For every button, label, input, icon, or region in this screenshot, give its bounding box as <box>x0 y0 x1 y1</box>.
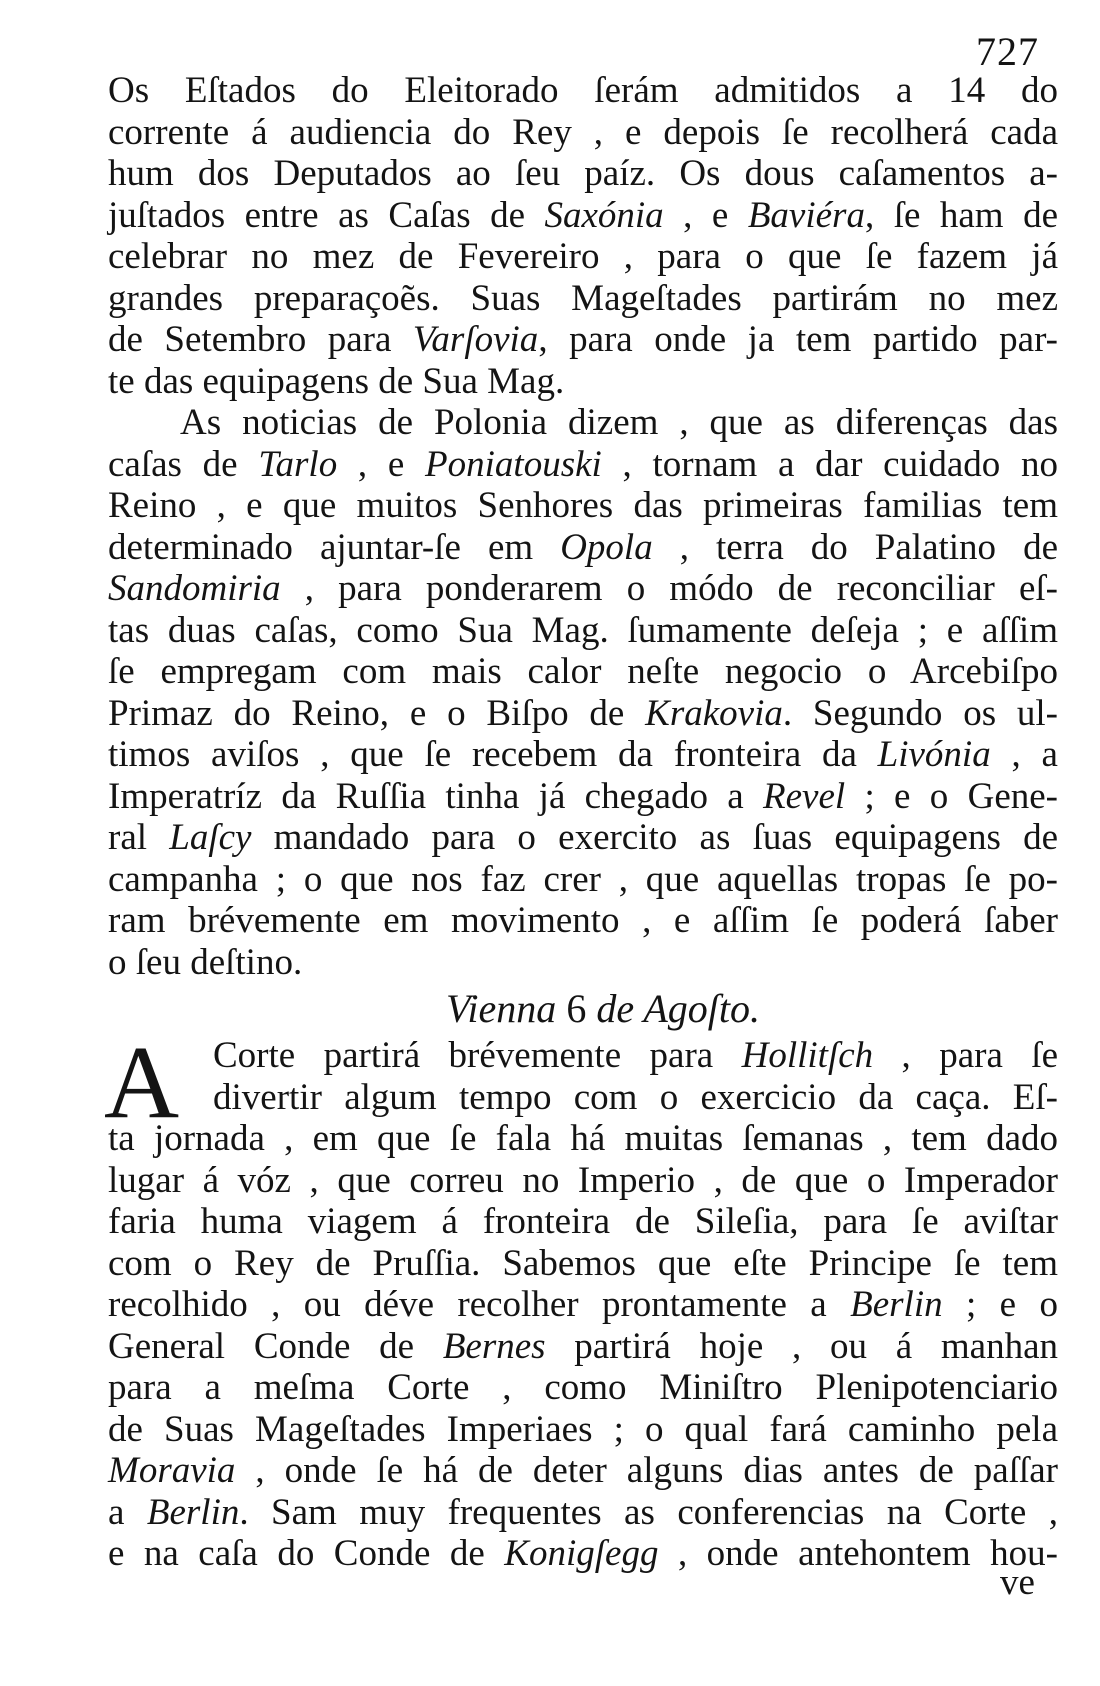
text-line: tas duas caſas, como Sua Mag. ſumamente deſeja ; e aſſim <box>108 609 1058 651</box>
text-line: faria huma viagem á fronteira de Sileſia, para ſe aviſtar <box>108 1201 1058 1242</box>
text-line: e na caſa do Conde de Konigſegg , onde antehontem hou- <box>108 1533 1058 1574</box>
paragraph-electorate <box>108 70 1058 402</box>
text-line: divertir algum tempo com o exercicio da caça. Eſ- <box>213 1076 1058 1118</box>
text-line: a Berlin. Sam muy frequentes as conferencias na Corte , <box>108 1491 1058 1533</box>
text-line: com o Rey de Pruſſia. Sabemos que eſte Principe ſe tem <box>108 1242 1058 1284</box>
italic-name: Sandomiria <box>108 568 281 609</box>
italic-name: Baviéra <box>747 194 865 236</box>
italic-name: Konigſegg <box>504 1533 659 1574</box>
text-line: ta jornada , em que ſe fala há muitas ſemanas , tem dado <box>108 1118 1058 1159</box>
italic-name: Laſcy <box>169 817 252 858</box>
catchword: ve <box>1000 1562 1035 1603</box>
text-line: Primaz do Reino, e o Biſpo de Krakovia. Segundo os ul- <box>108 692 1058 734</box>
italic-name: Livónia <box>877 734 991 775</box>
text-line: juſtados entre as Caſas de Saxónia , e Baviéra, ſe ham de <box>108 194 1058 236</box>
italic-name: Saxónia <box>544 194 664 236</box>
italic-name: Varſovia <box>412 319 539 360</box>
text-line: determinado ajuntar-ſe em Opola , terra do Palatino de <box>108 526 1059 568</box>
text-line: hum dos Deputados ao ſeu paíz. Os dous caſamentos a- <box>108 153 1058 194</box>
text-line: caſas de Tarlo , e Poniatouski , tornam a dar cuidado no <box>108 443 1058 485</box>
paragraph-poland-news <box>108 402 1058 983</box>
text-line: Moravia , onde ſe há de deter alguns dias antes de paſſar <box>108 1450 1058 1491</box>
text-line: ram brévemente em movimento , e aſſim ſe poderá ſaber <box>108 900 1058 941</box>
dateline-vienna <box>108 983 1058 1035</box>
text-line: celebrar no mez de Fevereiro , para o que ſe fazem já <box>108 236 1058 277</box>
text-line: de Setembro para Varſovia, para onde ja tem partido par- <box>108 319 1058 360</box>
text-line: timos aviſos , que ſe recebem da fronteira da Livónia , a <box>108 734 1058 775</box>
italic-name: Hollitſch <box>741 1035 874 1076</box>
text-line: Sandomiria , para ponderarem o módo de reconciliar eſ- <box>108 568 1058 609</box>
text-line: Os Eſtados do Eleitorado ſerám admitidos a 14 do <box>108 70 1058 111</box>
text-line: recolhido , ou déve recolher prontamente a Berlin ; e o <box>108 1284 1058 1325</box>
italic-name: Poniatouski <box>425 443 602 485</box>
text-line: Reino , e que muitos Senhores das primeiras familias tem <box>108 485 1058 526</box>
dateline-day: 6 <box>566 986 587 1031</box>
italic-name: Krakovia <box>645 692 783 734</box>
italic-name: Revel <box>763 775 846 817</box>
page-number: 727 <box>976 29 1039 74</box>
text-line: campanha ; o que nos faz crer , que aquellas tropas ſe po- <box>108 858 1058 900</box>
text-column <box>104 70 1059 1575</box>
text-line: General Conde de Bernes partirá hoje , ou á manhan <box>108 1325 1058 1367</box>
text-line: de Suas Mageſtades Imperiaes ; o qual fará caminho pela <box>108 1408 1058 1450</box>
drop-cap: A <box>104 1025 180 1140</box>
text-line: Corte partirá brévemente para Hollitſch , para ſe <box>213 1035 1058 1076</box>
text-line: As noticias de Polonia dizem , que as diferenças das <box>180 402 1058 443</box>
text-line: corrente á audiencia do Rey , e depois ſe recolherá cada <box>108 111 1058 153</box>
vienna-section <box>104 1025 1058 1575</box>
text-line: lugar á vóz , que correu no Imperio , de que o Imperador <box>108 1159 1058 1201</box>
text-line: te das equipagens de Sua Mag. <box>108 360 565 402</box>
italic-name: Tarlo <box>258 443 338 485</box>
paragraph-vienna-court <box>108 1035 1058 1575</box>
text-line: grandes preparaçoẽs. Suas Mageſtades partirám no mez <box>108 277 1058 319</box>
italic-name: Bernes <box>442 1325 546 1367</box>
italic-name: Moravia <box>108 1450 236 1491</box>
text-line: para a meſma Corte , como Miniſtro Plenipotenciario <box>108 1367 1058 1408</box>
dateline-city: Vienna <box>445 986 557 1031</box>
text-line: ſe empregam com mais calor neſte negocio o Arcebiſpo <box>108 651 1058 692</box>
italic-name: Opola <box>560 526 653 568</box>
text-line: ral Laſcy mandado para o exercito as ſuas equipagens de <box>108 817 1058 858</box>
dateline-month: de Agoſto. <box>596 986 761 1031</box>
italic-name: Berlin <box>850 1284 943 1325</box>
italic-name: Berlin <box>146 1491 240 1533</box>
text-line: Imperatríz da Ruſſia tinha já chegado a Revel ; e o Gene- <box>108 775 1058 817</box>
text-line: o ſeu deſtino. <box>108 941 303 983</box>
